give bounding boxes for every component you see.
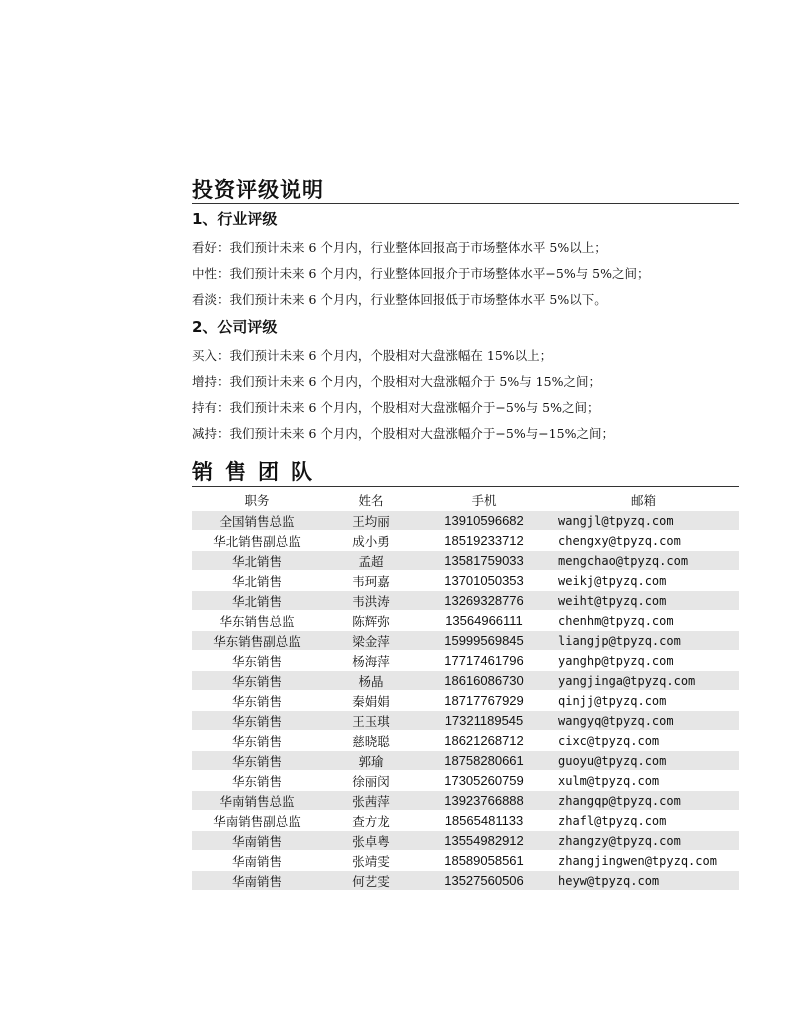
cell-phone: 13701050353: [420, 571, 548, 591]
cell-name: 张茜萍: [322, 791, 420, 811]
cell-name: 孟超: [322, 551, 420, 571]
cell-name: 韦珂嘉: [322, 571, 420, 591]
header-role: 职务: [244, 493, 270, 508]
cell-phone: 17321189545: [420, 711, 548, 731]
cell-role: 华东销售: [192, 671, 322, 691]
cell-name: 王玉琪: [322, 711, 420, 731]
cell-phone: 13554982912: [420, 831, 548, 851]
cell-name: 秦娟娟: [322, 691, 420, 711]
cell-email: yangjinga@tpyzq.com: [548, 671, 739, 691]
industry-rating-line: 中性：我们预计未来 6 个月内，行业整体回报介于市场整体水平−5%与 5%之间；: [192, 266, 650, 281]
table-header-row: [192, 489, 739, 511]
cell-phone: 18589058561: [420, 851, 548, 871]
cell-role: 华东销售: [192, 691, 322, 711]
table-row: [192, 831, 739, 851]
cell-name: 王均丽: [322, 511, 420, 531]
table-row: [192, 771, 739, 791]
table-row: [192, 611, 739, 631]
cell-email: weikj@tpyzq.com: [548, 571, 739, 591]
sales-team-title: 销售团队: [192, 460, 324, 484]
table-row: [192, 791, 739, 811]
cell-role: 华东销售: [192, 651, 322, 671]
cell-phone: 17305260759: [420, 771, 548, 791]
cell-role: 华南销售: [192, 871, 322, 891]
table-row: [192, 871, 739, 891]
cell-name: 梁金萍: [322, 631, 420, 651]
industry-rating-line: 看好：我们预计未来 6 个月内，行业整体回报高于市场整体水平 5%以上；: [192, 240, 607, 255]
cell-phone: 13581759033: [420, 551, 548, 571]
company-rating-line: 持有：我们预计未来 6 个月内，个股相对大盘涨幅介于−5%与 5%之间；: [192, 400, 600, 415]
cell-phone: 13910596682: [420, 511, 548, 531]
header-phone: 手机: [471, 493, 497, 508]
cell-phone: 13527560506: [420, 871, 548, 891]
cell-role: 华南销售: [192, 851, 322, 871]
cell-email: zhangjingwen@tpyzq.com: [548, 851, 739, 871]
cell-role: 华南销售总监: [192, 791, 322, 811]
table-row: [192, 511, 739, 531]
cell-role: 华北销售: [192, 571, 322, 591]
table-row: [192, 631, 739, 651]
title-rule: [192, 203, 739, 204]
cell-name: 成小勇: [322, 531, 420, 551]
table-row: [192, 691, 739, 711]
company-rating-heading: 2、公司评级: [192, 318, 278, 336]
cell-email: zhangqp@tpyzq.com: [548, 791, 739, 811]
cell-name: 韦洪涛: [322, 591, 420, 611]
cell-email: zhafl@tpyzq.com: [548, 811, 739, 831]
cell-email: xulm@tpyzq.com: [548, 771, 739, 791]
table-row: [192, 551, 739, 571]
cell-name: 张靖雯: [322, 851, 420, 871]
cell-name: 郭瑜: [322, 751, 420, 771]
cell-phone: 18519233712: [420, 531, 548, 551]
cell-name: 慈晓聪: [322, 731, 420, 751]
cell-role: 华北销售: [192, 551, 322, 571]
cell-name: 何艺雯: [322, 871, 420, 891]
cell-email: zhangzy@tpyzq.com: [548, 831, 739, 851]
cell-phone: 18621268712: [420, 731, 548, 751]
cell-email: heyw@tpyzq.com: [548, 871, 739, 891]
cell-email: qinjj@tpyzq.com: [548, 691, 739, 711]
cell-name: 陈辉弥: [322, 611, 420, 631]
cell-name: 张卓粤: [322, 831, 420, 851]
header-email: 邮箱: [630, 493, 656, 508]
company-rating-line: 买入：我们预计未来 6 个月内，个股相对大盘涨幅在 15%以上；: [192, 348, 553, 363]
cell-phone: 13923766888: [420, 791, 548, 811]
cell-role: 华东销售: [192, 731, 322, 751]
cell-email: liangjp@tpyzq.com: [548, 631, 739, 651]
table-row: [192, 851, 739, 871]
cell-email: chenhm@tpyzq.com: [548, 611, 739, 631]
sales-table: [192, 489, 739, 891]
table-row: [192, 591, 739, 611]
cell-phone: 18565481133: [420, 811, 548, 831]
cell-role: 全国销售总监: [192, 511, 322, 531]
table-row: [192, 751, 739, 771]
cell-role: 华北销售: [192, 591, 322, 611]
cell-name: 徐丽闵: [322, 771, 420, 791]
cell-phone: 18758280661: [420, 751, 548, 771]
industry-rating-line: 看淡：我们预计未来 6 个月内，行业整体回报低于市场整体水平 5%以下。: [192, 292, 607, 307]
cell-role: 华东销售副总监: [192, 631, 322, 651]
rating-title: 投资评级说明: [192, 178, 324, 202]
cell-email: yanghp@tpyzq.com: [548, 651, 739, 671]
table-row: [192, 731, 739, 751]
industry-rating-heading: 1、行业评级: [192, 210, 278, 228]
cell-email: chengxy@tpyzq.com: [548, 531, 739, 551]
company-rating-line: 减持：我们预计未来 6 个月内，个股相对大盘涨幅介于−5%与−15%之间；: [192, 426, 614, 441]
cell-phone: 18717767929: [420, 691, 548, 711]
cell-email: cixc@tpyzq.com: [548, 731, 739, 751]
cell-email: mengchao@tpyzq.com: [548, 551, 739, 571]
cell-name: 杨晶: [322, 671, 420, 691]
cell-phone: 18616086730: [420, 671, 548, 691]
cell-name: 查方龙: [322, 811, 420, 831]
cell-email: weiht@tpyzq.com: [548, 591, 739, 611]
cell-email: wangyq@tpyzq.com: [548, 711, 739, 731]
cell-role: 华东销售: [192, 711, 322, 731]
table-row: [192, 671, 739, 691]
cell-phone: 13564966111: [420, 611, 548, 631]
cell-role: 华东销售: [192, 751, 322, 771]
cell-email: wangjl@tpyzq.com: [548, 511, 739, 531]
sales-table-body: [192, 511, 739, 891]
table-row: [192, 571, 739, 591]
cell-role: 华南销售副总监: [192, 811, 322, 831]
cell-name: 杨海萍: [322, 651, 420, 671]
company-rating-line: 增持：我们预计未来 6 个月内，个股相对大盘涨幅介于 5%与 15%之间；: [192, 374, 601, 389]
sales-rule: [192, 486, 739, 487]
table-row: [192, 531, 739, 551]
cell-role: 华南销售: [192, 831, 322, 851]
cell-role: 华东销售: [192, 771, 322, 791]
cell-phone: 13269328776: [420, 591, 548, 611]
cell-phone: 15999569845: [420, 631, 548, 651]
header-name: 姓名: [358, 493, 384, 508]
cell-phone: 17717461796: [420, 651, 548, 671]
cell-role: 华东销售总监: [192, 611, 322, 631]
table-row: [192, 711, 739, 731]
table-row: [192, 811, 739, 831]
cell-role: 华北销售副总监: [192, 531, 322, 551]
table-row: [192, 651, 739, 671]
cell-email: guoyu@tpyzq.com: [548, 751, 739, 771]
